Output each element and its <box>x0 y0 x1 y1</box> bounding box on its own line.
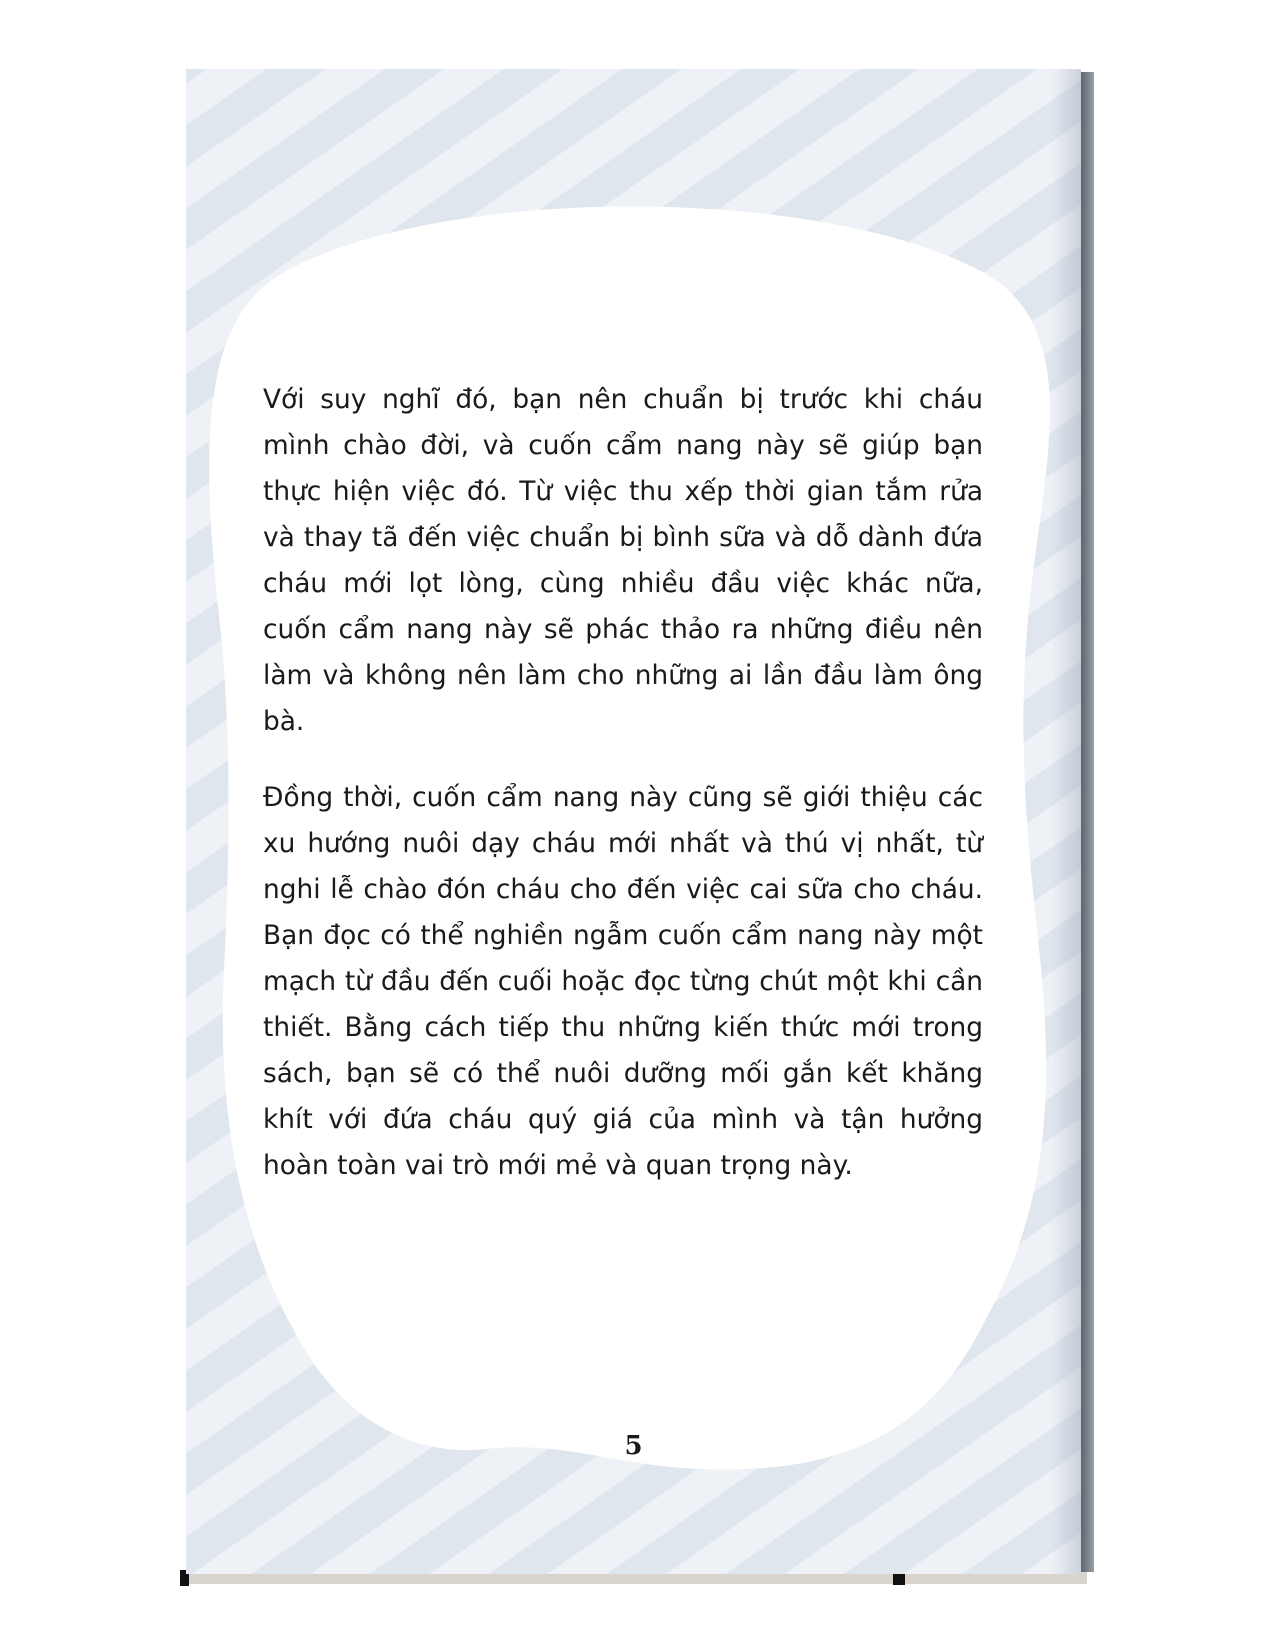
paragraph: Với suy nghĩ đó, bạn nên chuẩn bị trước khi cháu mình chào đời, và cuốn cẩm nang này sẽ giúp bạn thực hiện việc đó. Từ việc thu xếp thời gian tắm rửa và thay tã đến việc chuẩn bị bình sữa và dỗ dành đứa cháu mới lọt lòng, cùng nhiều đầu việc khác nữa, cuốn cẩm nang này sẽ phác thảo ra những điều nên làm và không nên làm cho những ai lần đầu làm ông bà. <box>263 384 983 737</box>
paragraph: Đồng thời, cuốn cẩm nang này cũng sẽ giới thiệu các xu hướng nuôi dạy cháu mới nhất và thú vị nhất, từ nghi lễ chào đón cháu cho đến việc cai sữa cho cháu. Bạn đọc có thể nghiền ngẫm cuốn cẩm nang này một mạch từ đầu đến cuối hoặc đọc từng chút một khi cần thiết. Bằng cách tiếp thu những kiến thức mới trong sách, bạn sẽ có thể nuôi dưỡng mối gắn kết khăng khít với đứa cháu quý giá của mình và tận hưởng hoàn toàn vai trò mới mẻ và quan trọng này. <box>263 782 983 1181</box>
book-page <box>186 69 1081 1574</box>
book-spine-edge <box>1080 72 1094 1572</box>
page-number: 5 <box>624 1431 643 1461</box>
body-text <box>263 377 983 1189</box>
